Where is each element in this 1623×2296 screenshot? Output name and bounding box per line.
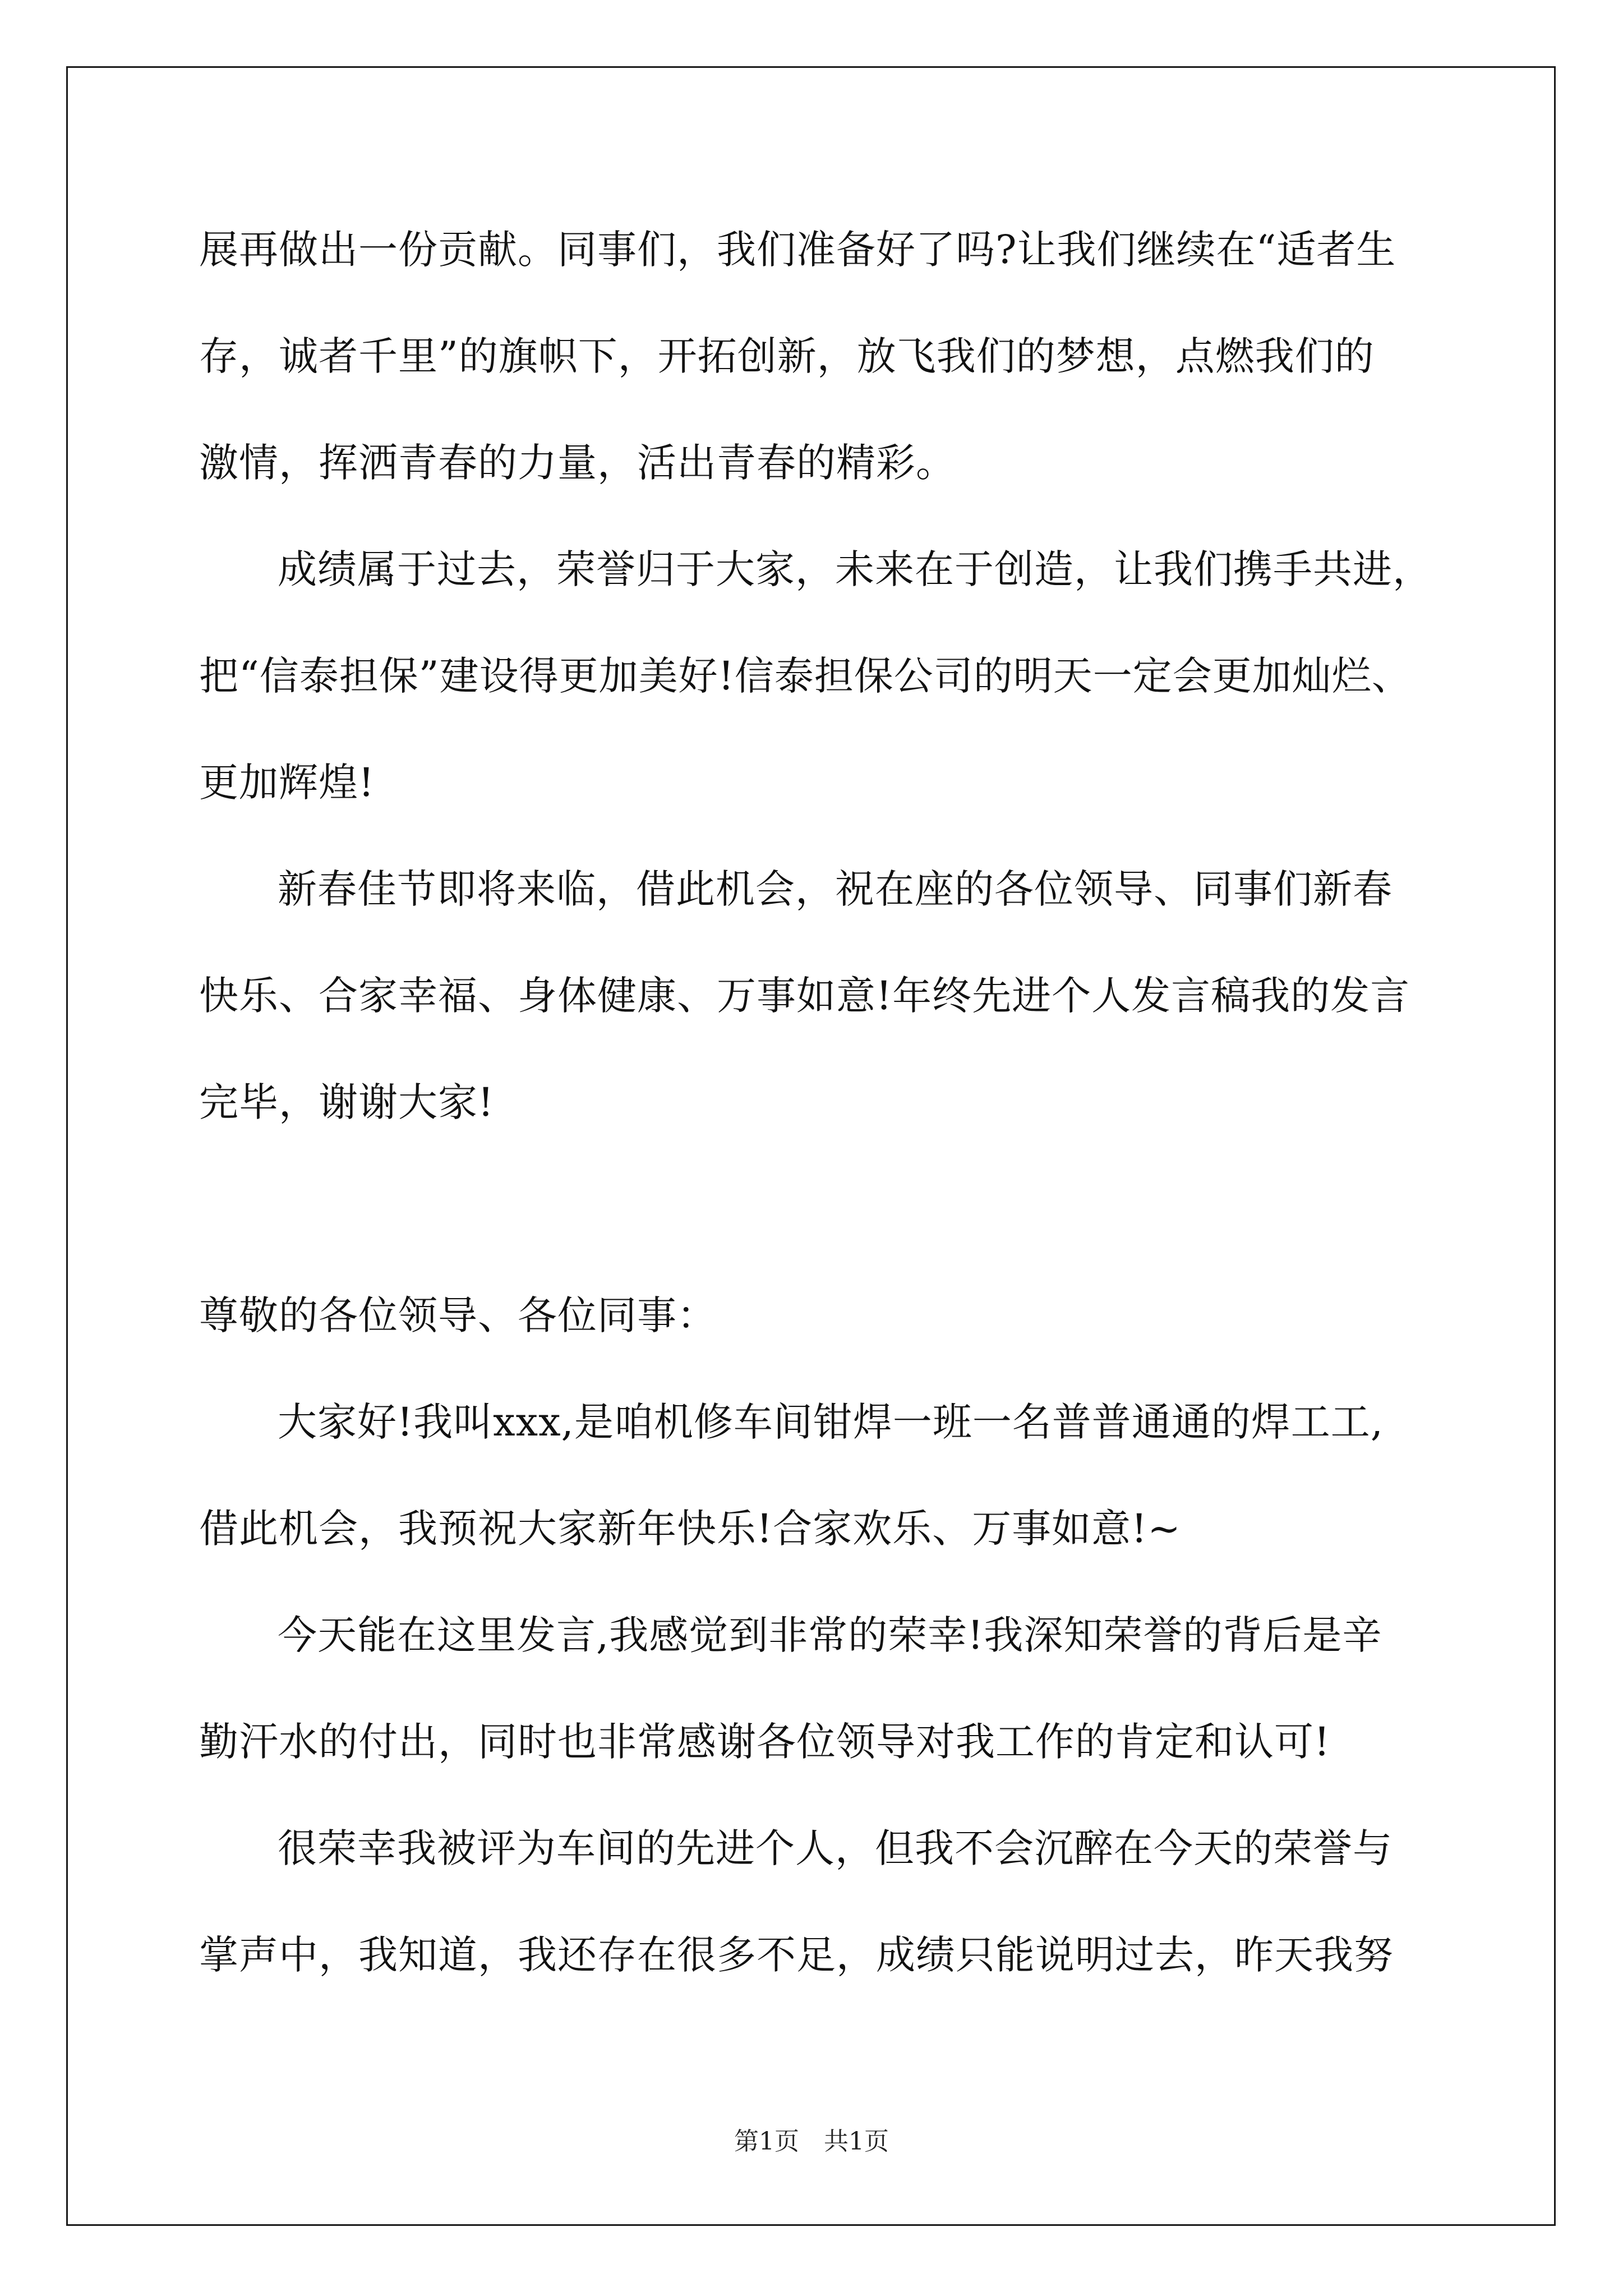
text-line: 完毕，谢谢大家! <box>199 1079 495 1125</box>
text-line: 掌声中，我知道，我还存在很多不足，成绩只能说明过去，昨天我努 <box>199 1932 1394 1978</box>
text-line: 展再做出一份贡献。同事们，我们准备好了吗?让我们继续在“适者生 <box>199 227 1396 273</box>
text-line: 更加辉煌! <box>199 760 375 806</box>
text-line: 勤汗水的付出，同时也非常感谢各位领导对我工作的肯定和认可! <box>199 1719 1331 1765</box>
text-line: 激情，挥洒青春的力量，活出青春的精彩。 <box>199 440 956 486</box>
page-border <box>66 66 1556 2226</box>
text-line: 新春佳节即将来临，借此机会，祝在座的各位领导、同事们新春 <box>278 866 1393 912</box>
page-number: 第1页 共1页 <box>734 2127 889 2156</box>
text-line: 把“信泰担保”建设得更加美好!信泰担保公司的明天一定会更加灿烂、 <box>199 653 1412 699</box>
salutation: 尊敬的各位领导、各位同事： <box>199 1292 717 1338</box>
text-line: 大家好!我叫xxx,是咱机修车间钳焊一班一名普普通通的焊工工, <box>278 1399 1384 1445</box>
text-line: 借此机会，我预祝大家新年快乐!合家欢乐、万事如意!~ <box>199 1506 1181 1552</box>
text-line: 存，诚者千里”的旗帜下，开拓创新，放飞我们的梦想，点燃我们的 <box>199 333 1375 379</box>
text-line: 很荣幸我被评为车间的先进个人，但我不会沉醉在今天的荣誉与 <box>278 1825 1393 1871</box>
text-line: 今天能在这里发言,我感觉到非常的荣幸!我深知荣誉的背后是辛 <box>278 1612 1382 1658</box>
text-line: 成绩属于过去，荣誉归于大家，未来在于创造，让我们携手共进， <box>278 546 1432 592</box>
text-line: 快乐、合家幸福、身体健康、万事如意!年终先进个人发言稿我的发言 <box>199 973 1410 1019</box>
